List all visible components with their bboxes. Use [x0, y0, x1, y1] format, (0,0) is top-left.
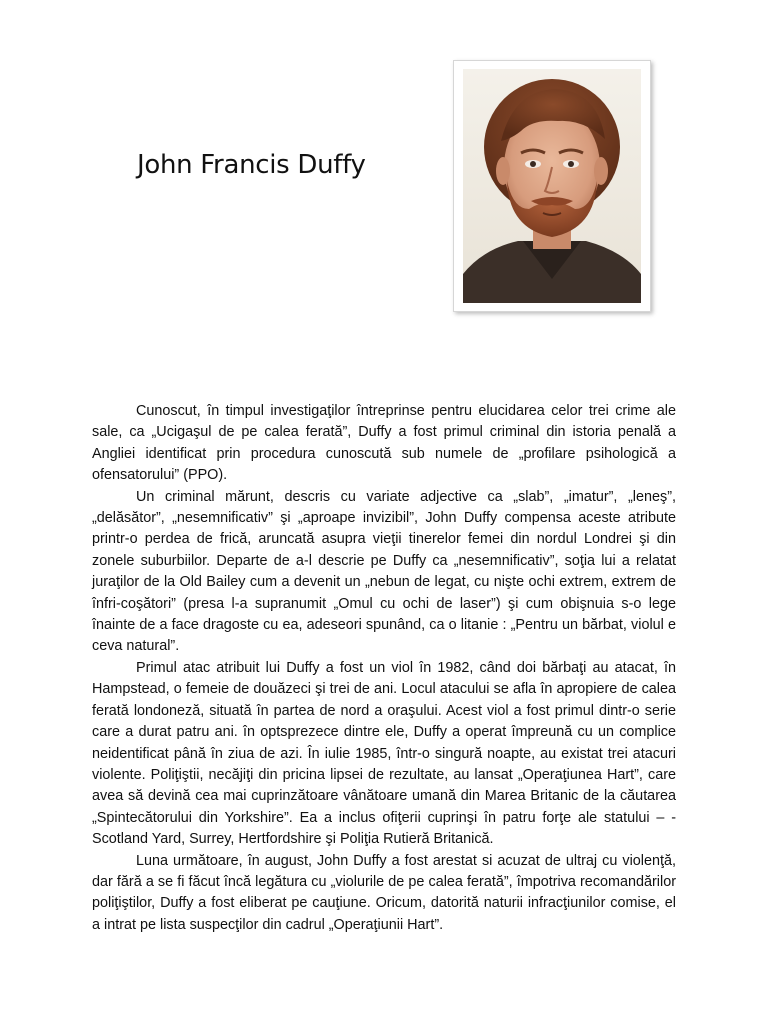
portrait-photo: [463, 69, 641, 303]
paragraph-2: Un criminal mărunt, descris cu variate adjective ca „slab”, „imatur”, „leneş”, „delăsător”, „nesemnificativ” şi „aproape invizibil”, John Duffy compensa aceste atribute printr-o perdea de frică, aruncată asupra vieţii tinerelor femei din nordul Londrei şi din zonele suburbiilor. Departe de a-l descrie pe Duffy ca „nesemnificativ”, soţia lui a relatat juraţilor de la Old Bailey cum a devenit un „nebun de legat, cu nişte ochi extrem, extrem de înfri-coşători” (presa l-a supranumit „Omul cu ochi de laser”) şi cum obişnuia s-o lege înainte de a face dragoste cu ea, adeseori spunând, ca o litanie : „Pentru un bărbat, violul e ceva natural”.: [92, 488, 676, 655]
paragraph-4: Luna următoare, în august, John Duffy a fost arestat si acuzat de ultraj cu violenţă, dar fără a se fi făcut încă legătura cu „violurile de pe calea ferată”, împotriva recomandărilor poliţiştilor, Duffy a fost eliberat pe cauţiune. Oricum, datorită naturii infracţiunilor comise, el a intrat pe lista suspecţilor din cadrul „Operaţiunii Hart”.: [92, 852, 676, 933]
article-body: [92, 401, 676, 936]
page-title: John Francis Duffy: [137, 150, 366, 180]
paragraph-1: Cunoscut, în timpul investigaţilor întreprinse pentru elucidarea celor trei crime ale sale, ca „Ucigaşul de pe calea ferată”, Duffy a fost primul criminal din istoria penală a Angliei identificat prin procedura cunoscută sub numele de „profilare psihologică a ofensatorului” (PPO).: [92, 403, 676, 484]
portrait-photo-frame: [453, 60, 651, 312]
paragraph-3: Primul atac atribuit lui Duffy a fost un viol în 1982, când doi bărbaţi au atacat, în Hampstead, o femeie de douăzeci şi trei de ani. Locul atacului se afla în apropiere de calea ferată londoneză, situată în partea de nord a oraşului. Acest viol a fost primul dintr-o serie care a durat patru ani. în optsprezece dintre ele, Duffy a operat împreună cu un complice neidentificat până în ziua de azi. În iulie 1985, într-o singură noapte, au existat trei atacuri violente. Poliţiştii, necăjiţi din pricina lipsei de rezultate, au lansat „Operaţiunea Hart”, care avea să devină cea mai cuprinzătoare vânătoare umană din Marea Britanic de la căutarea „Spintecătorului din Yorkshire”. Ea a inclus ofiţerii cuprinşi în patru forţe ale statului – - Scotland Yard, Surrey, Hertfordshire şi Poliţia Rutieră Britanică.: [92, 659, 676, 848]
